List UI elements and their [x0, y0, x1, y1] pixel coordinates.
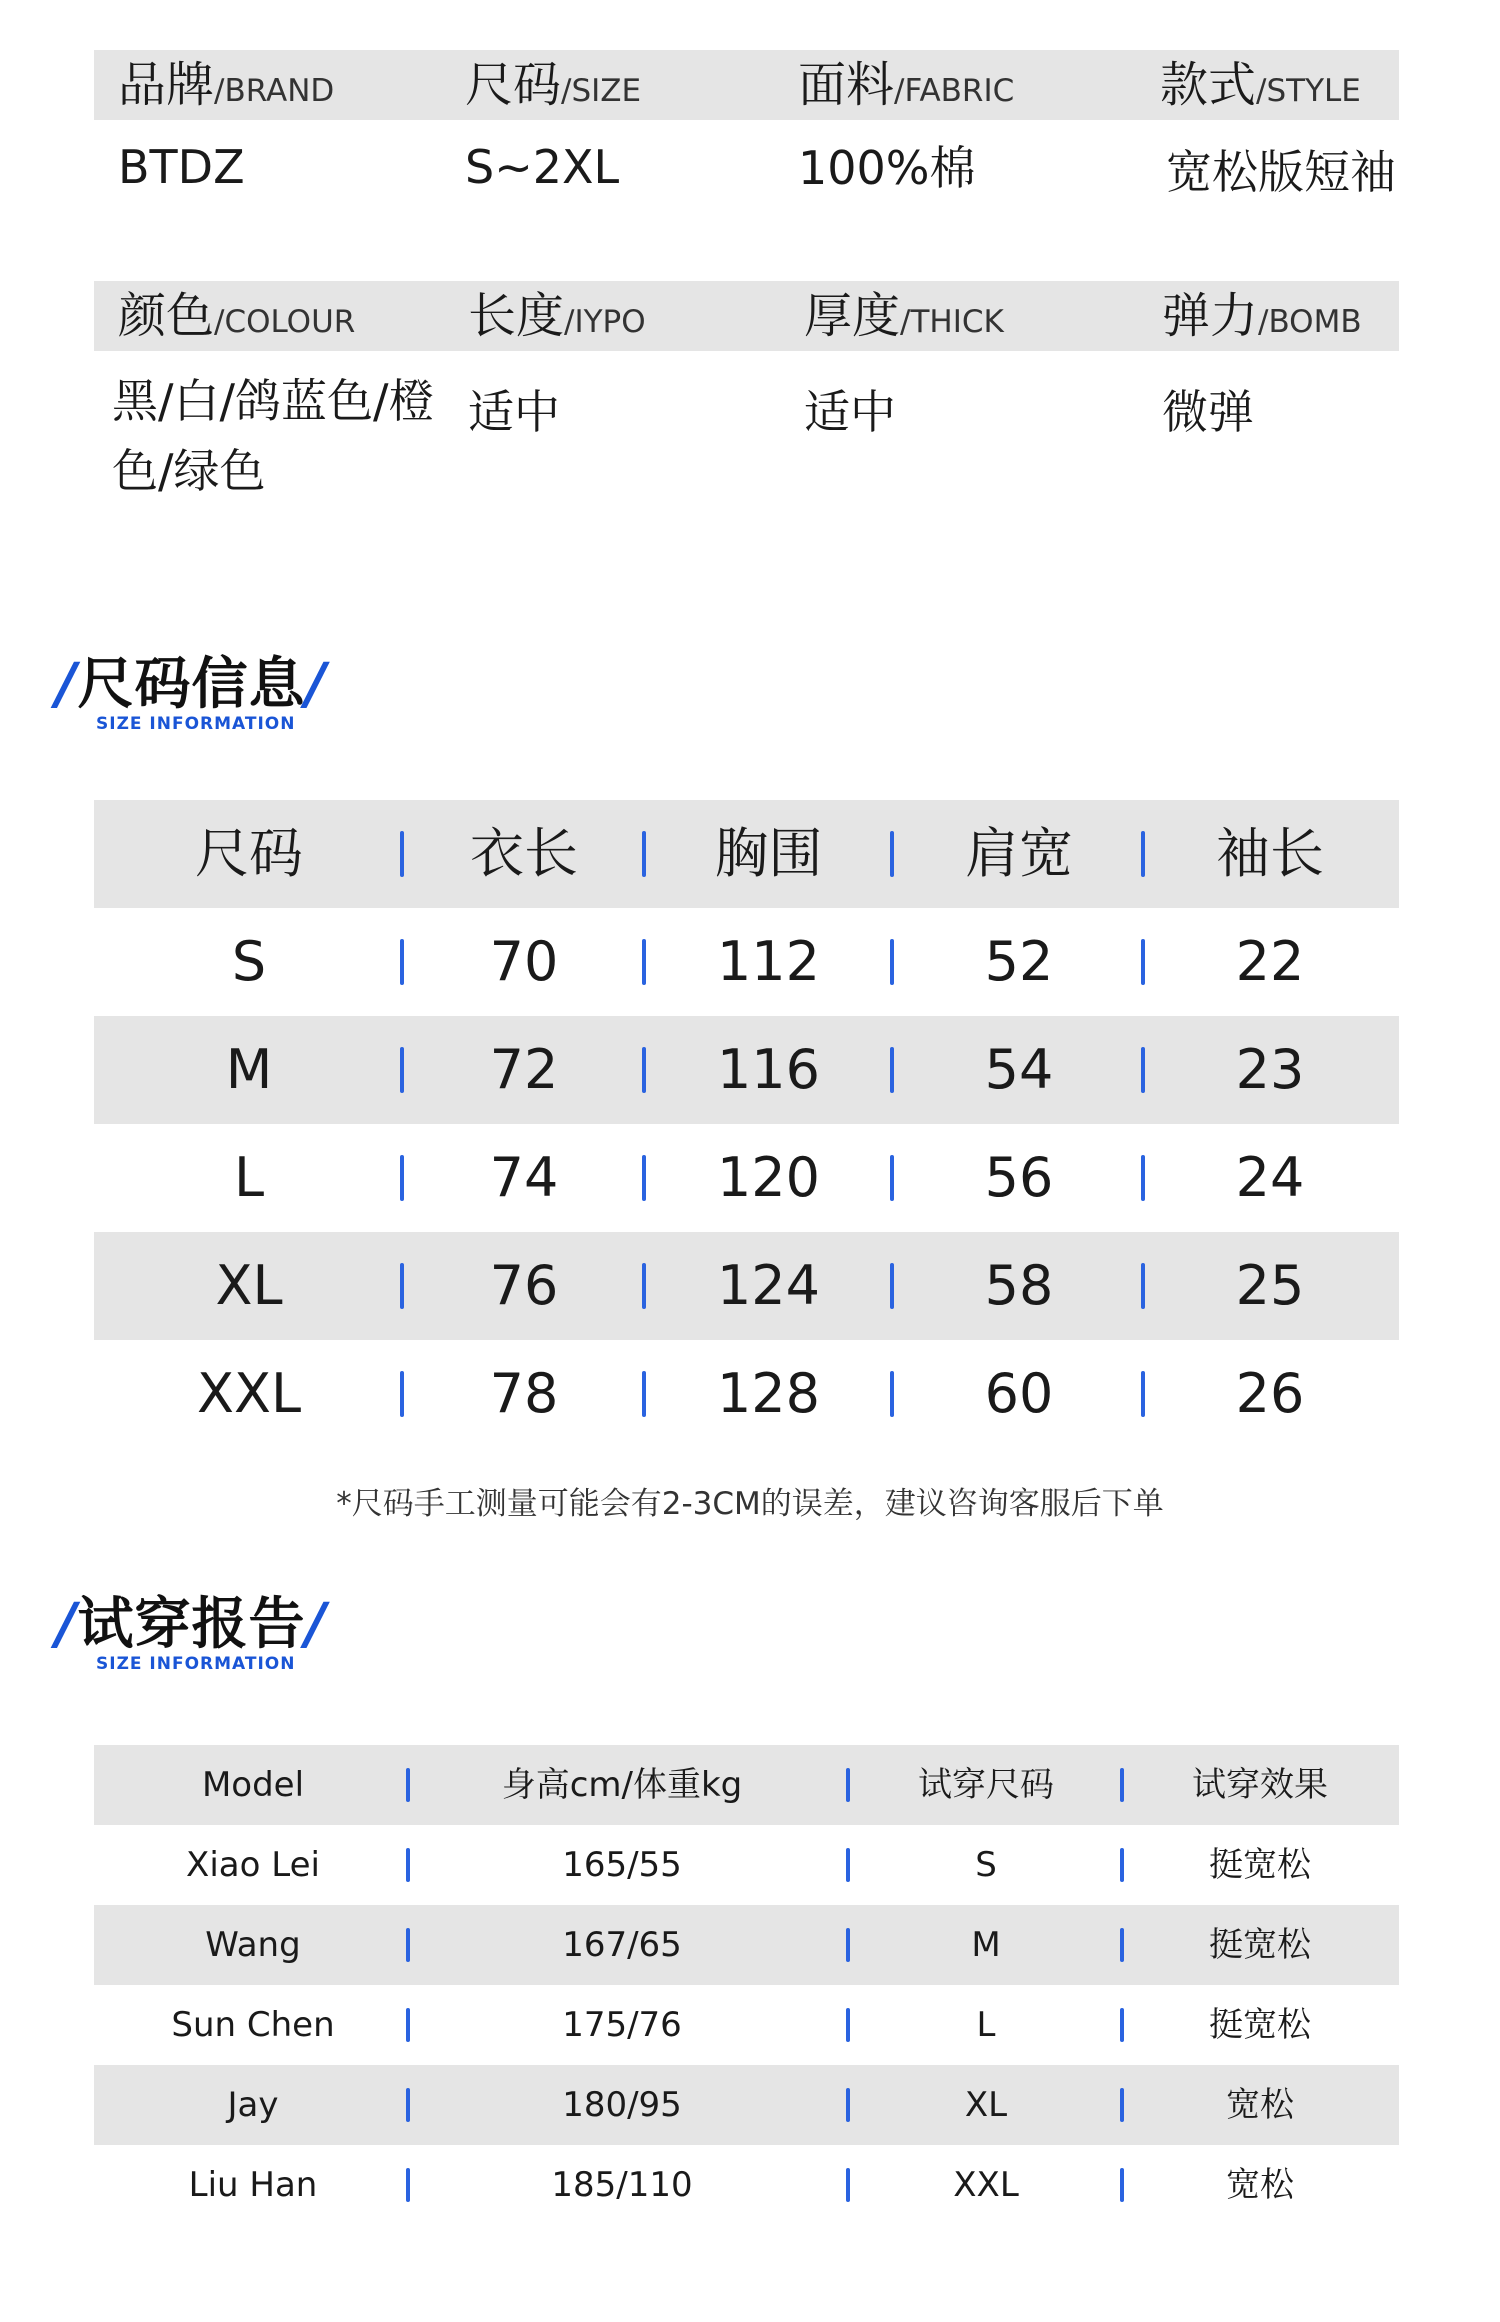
style-label-zh: 款式 — [1160, 57, 1257, 113]
thickness-label-en: /THICK — [900, 304, 1004, 340]
fit-size-cell: M — [971, 1925, 1001, 1965]
elasticity-label-zh: 弹力 — [1162, 288, 1259, 344]
table-row — [94, 1985, 1399, 2065]
size-range-label — [465, 50, 641, 126]
size-header-cell: 衣长 — [470, 822, 578, 885]
model-cell: Liu Han — [188, 2165, 318, 2205]
chest-cell: 124 — [716, 1254, 821, 1317]
sleeve-cell: 24 — [1235, 1146, 1305, 1209]
shoulder-cell: 54 — [984, 1038, 1054, 1101]
chest-cell: 128 — [716, 1362, 821, 1425]
fit-effect-cell: 挺宽松 — [1209, 1925, 1311, 1965]
style-label-en: /STYLE — [1256, 73, 1361, 109]
fit-size-cell: XL — [964, 2085, 1008, 2125]
sleeve-cell: 23 — [1235, 1038, 1305, 1101]
column-separator — [406, 2088, 410, 2122]
table-row — [94, 2145, 1399, 2225]
table-row — [94, 1016, 1399, 1124]
length-label-zh: 长度 — [468, 288, 565, 344]
fit-header-cell: 身高cm/体重kg — [501, 1765, 743, 1805]
chest-cell: 112 — [716, 930, 821, 993]
length-label-en: /IYPO — [564, 304, 646, 340]
column-separator — [406, 1928, 410, 1962]
size-range-label-zh: 尺码 — [465, 57, 562, 113]
size-table-header-row — [94, 800, 1399, 908]
column-separator — [406, 1848, 410, 1882]
height-weight-cell: 180/95 — [562, 2085, 682, 2125]
size-section-heading — [56, 640, 327, 734]
size-header-cell: 胸围 — [714, 822, 823, 885]
length-cell: 74 — [489, 1146, 559, 1209]
fit-header-cell: Model — [201, 1765, 305, 1805]
model-cell: Wang — [205, 1925, 301, 1965]
height-weight-cell: 165/55 — [562, 1845, 682, 1885]
length-cell: 72 — [489, 1038, 559, 1101]
length-label — [468, 281, 646, 357]
colour-label-en: /COLOUR — [214, 304, 356, 340]
fabric-label-en: /FABRIC — [894, 73, 1015, 109]
size-range-label-en: /SIZE — [561, 73, 642, 109]
shoulder-cell: 60 — [984, 1362, 1054, 1425]
elasticity-label-en: /BOMB — [1258, 304, 1362, 340]
thickness-label — [804, 281, 1004, 357]
height-weight-cell: 167/65 — [562, 1925, 682, 1965]
size-section-subtitle: SIZE INFORMATION — [96, 714, 296, 734]
size-table — [94, 800, 1399, 1448]
size-cell: XXL — [196, 1362, 302, 1425]
model-cell: Sun Chen — [171, 2005, 335, 2045]
brand-value: BTDZ — [118, 140, 245, 194]
size-cell: M — [225, 1038, 273, 1101]
sleeve-cell: 26 — [1235, 1362, 1305, 1425]
size-header-cell: 尺码 — [195, 822, 303, 885]
fabric-value: 100%棉 — [798, 141, 976, 195]
fit-size-cell: S — [975, 1845, 997, 1885]
sleeve-cell: 22 — [1235, 930, 1305, 993]
size-range-value: S~2XL — [465, 140, 620, 194]
thickness-label-zh: 厚度 — [804, 288, 901, 344]
heading-slash-left: / — [56, 1592, 78, 1657]
thickness-value: 适中 — [804, 385, 896, 439]
length-cell: 76 — [489, 1254, 559, 1317]
chest-cell: 116 — [716, 1038, 821, 1101]
size-cell: XL — [215, 1254, 283, 1317]
length-cell: 78 — [489, 1362, 559, 1425]
fit-section-title: 试穿报告 — [77, 1592, 306, 1657]
size-cell: L — [233, 1146, 265, 1209]
fit-table — [94, 1745, 1399, 2225]
size-header-cell: 袖长 — [1216, 822, 1324, 885]
table-row — [94, 1232, 1399, 1340]
fit-effect-cell: 挺宽松 — [1209, 1845, 1311, 1885]
fit-effect-cell: 宽松 — [1226, 2165, 1294, 2205]
measurement-note: *尺码手工测量可能会有2-3CM的误差，建议咨询客服后下单 — [336, 1486, 1164, 1522]
model-cell: Xiao Lei — [186, 1845, 320, 1885]
heading-slash-left: / — [56, 652, 78, 717]
table-row — [94, 1340, 1399, 1448]
fit-section-subtitle: SIZE INFORMATION — [96, 1654, 296, 1674]
height-weight-cell: 175/76 — [562, 2005, 682, 2045]
model-cell: Jay — [227, 2085, 279, 2125]
size-cell: S — [231, 930, 267, 993]
height-weight-cell: 185/110 — [551, 2165, 693, 2205]
column-separator — [406, 2008, 410, 2042]
shoulder-cell: 52 — [984, 930, 1054, 993]
fabric-label-zh: 面料 — [798, 57, 895, 113]
fit-size-cell: L — [976, 2005, 996, 2045]
chest-cell: 120 — [716, 1146, 821, 1209]
shoulder-cell: 56 — [984, 1146, 1054, 1209]
brand-label-zh: 品牌 — [118, 57, 215, 113]
fit-section-heading — [56, 1580, 327, 1674]
shoulder-cell: 58 — [984, 1254, 1054, 1317]
heading-slash-right: / — [305, 1592, 327, 1657]
sleeve-cell: 25 — [1235, 1254, 1305, 1317]
column-separator — [406, 1768, 410, 1802]
length-value: 适中 — [468, 385, 560, 439]
style-value: 宽松版短袖 — [1166, 145, 1396, 199]
size-section-title: 尺码信息 — [77, 652, 306, 717]
style-label — [1160, 50, 1361, 126]
brand-label — [118, 50, 334, 126]
fit-size-cell: XXL — [953, 2165, 1019, 2205]
elasticity-value: 微弹 — [1162, 385, 1254, 439]
fit-table-header-row — [94, 1745, 1399, 1825]
size-header-cell: 肩宽 — [965, 822, 1073, 885]
table-row — [94, 908, 1399, 1016]
length-cell: 70 — [489, 930, 559, 993]
column-separator — [406, 2168, 410, 2202]
colour-label-zh: 颜色 — [118, 288, 215, 344]
colour-label — [118, 281, 355, 357]
elasticity-label — [1162, 281, 1362, 357]
table-row — [94, 1825, 1399, 1905]
table-row — [94, 2065, 1399, 2145]
brand-label-en: /BRAND — [214, 73, 335, 109]
fit-header-cell: 试穿效果 — [1192, 1765, 1328, 1805]
colour-value: 黑/白/鸽蓝色/橙色/绿色 — [112, 374, 435, 498]
fit-header-cell: 试穿尺码 — [918, 1765, 1054, 1805]
heading-slash-right: / — [305, 652, 327, 717]
fit-effect-cell: 挺宽松 — [1209, 2005, 1311, 2045]
table-row — [94, 1124, 1399, 1232]
fit-effect-cell: 宽松 — [1226, 2085, 1294, 2125]
fabric-label — [798, 50, 1014, 126]
table-row — [94, 1905, 1399, 1985]
